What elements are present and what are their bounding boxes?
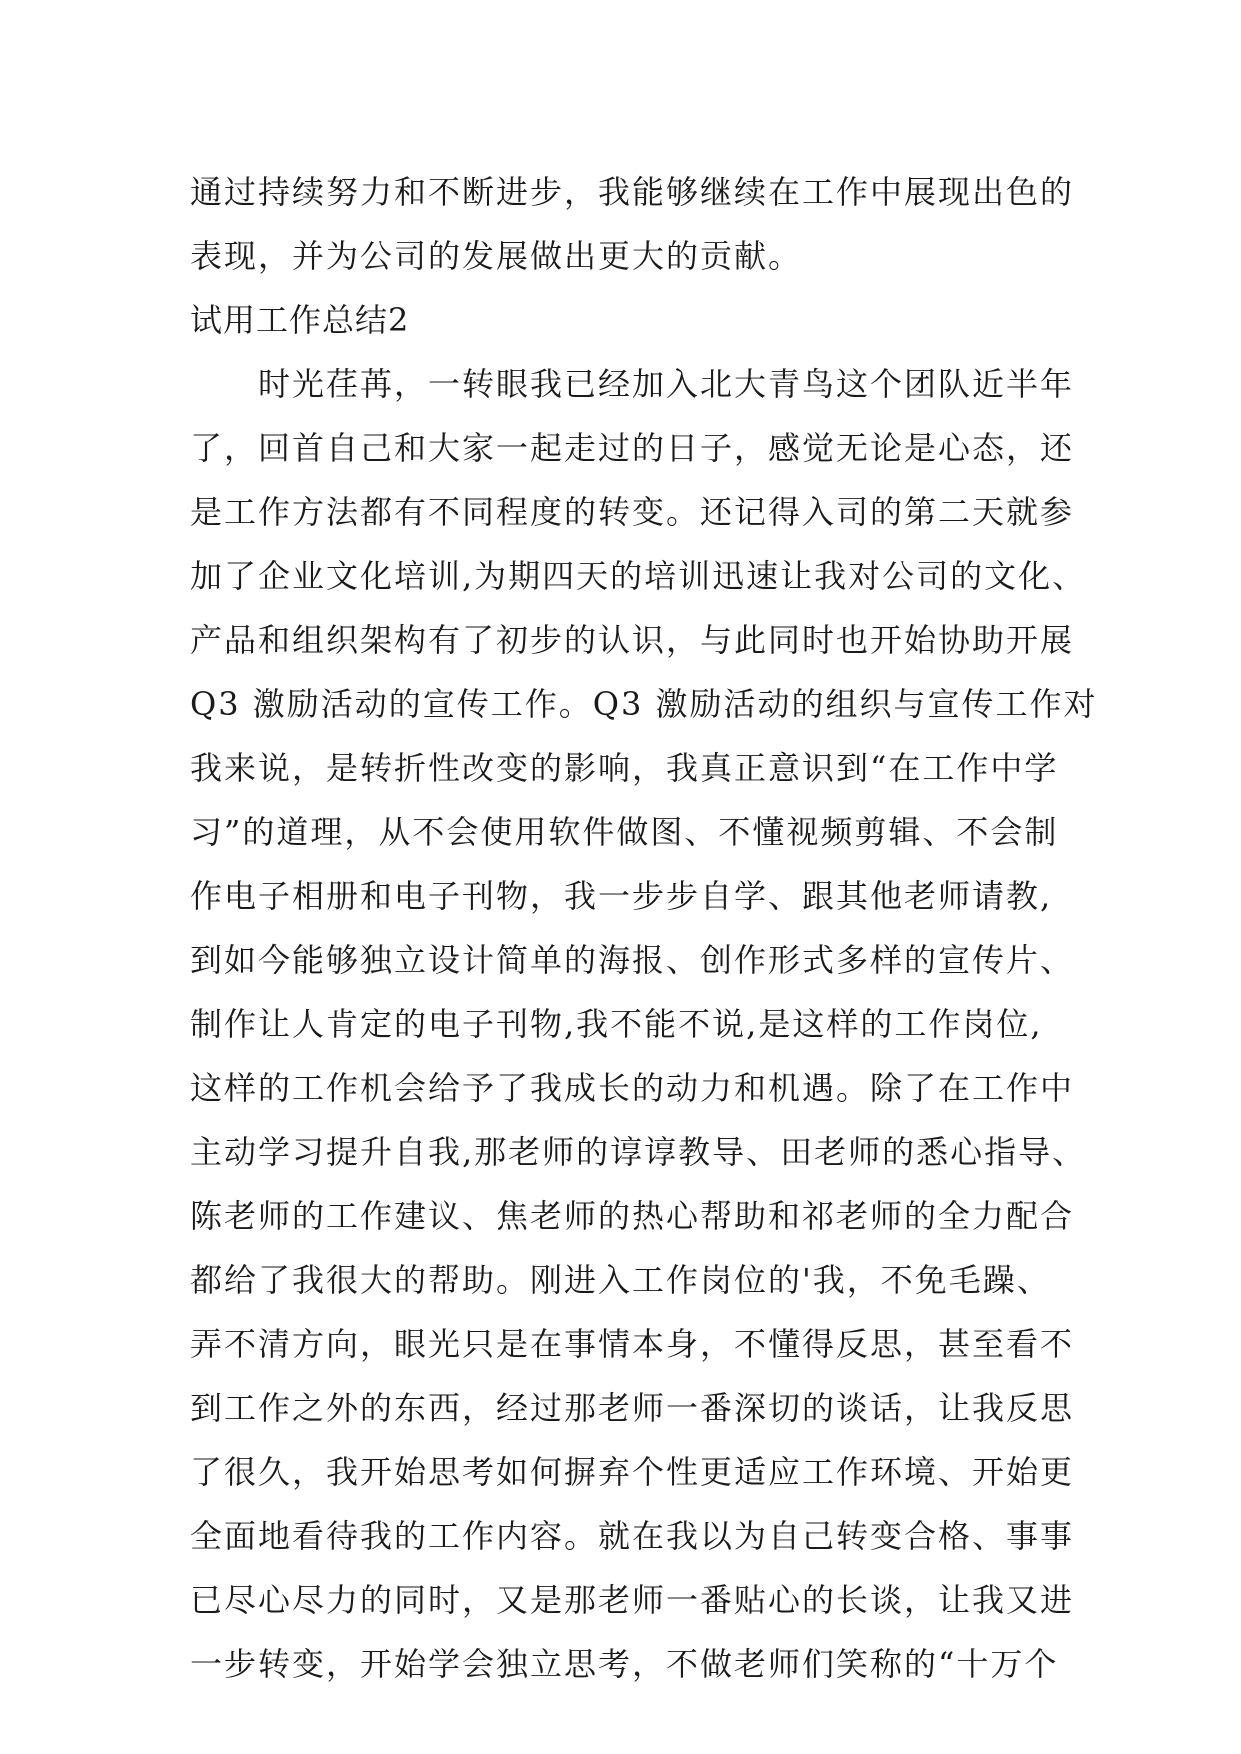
text-line: 到如今能够独立设计简单的海报、创作形式多样的宣传片、 — [190, 941, 1075, 979]
text-line: 表现，并为公司的发展做出更大的贡献。 — [190, 237, 803, 275]
text-line: 已尽心尽力的同时，又是那老师一番贴心的长谈，让我又进 — [190, 1581, 1075, 1619]
text-line: 时光荏苒，一转眼我已经加入北大青鸟这个团队近半年 — [190, 365, 1075, 403]
text-line: 制作让人肯定的电子刊物,我不能不说,是这样的工作岗位, — [190, 1005, 1043, 1043]
text-line: 弄不清方向，眼光只是在事情本身，不懂得反思，甚至看不 — [190, 1325, 1075, 1363]
text-line: 全面地看待我的工作内容。就在我以为自己转变合格、事事 — [190, 1517, 1075, 1555]
text-line: 产品和组织架构有了初步的认识，与此同时也开始协助开展 — [190, 621, 1075, 659]
text-line: Q3 激励活动的宣传工作。Q3 激励活动的组织与宣传工作对 — [190, 685, 1098, 723]
text-line: 了很久，我开始思考如何摒弃个性更适应工作环境、开始更 — [190, 1453, 1075, 1491]
text-line: 是工作方法都有不同程度的转变。还记得入司的第二天就参 — [190, 493, 1075, 531]
text-line: 通过持续努力和不断进步，我能够继续在工作中展现出色的 — [190, 173, 1075, 211]
text-line: 都给了我很大的帮助。刚进入工作岗位的'我，不免毛躁、 — [190, 1261, 1051, 1299]
document-page — [190, 160, 1098, 1696]
section-heading: 试用工作总结2 — [190, 301, 410, 339]
text-line: 习”的道理，从不会使用软件做图、不懂视频剪辑、不会制 — [190, 813, 1059, 851]
text-line: 加了企业文化培训,为期四天的培训迅速让我对公司的文化、 — [190, 557, 1087, 595]
text-line: 我来说，是转折性改变的影响，我真正意识到“在工作中学 — [190, 749, 1059, 787]
text-line: 主动学习提升自我,那老师的谆谆教导、田老师的悉心指导、 — [190, 1133, 1087, 1171]
text-line: 这样的工作机会给予了我成长的动力和机遇。除了在工作中 — [190, 1069, 1075, 1107]
text-line: 陈老师的工作建议、焦老师的热心帮助和祁老师的全力配合 — [190, 1197, 1075, 1235]
text-line: 作电子相册和电子刊物，我一步步自学、跟其他老师请教, — [190, 877, 1053, 915]
text-line: 了，回首自己和大家一起走过的日子，感觉无论是心态，还 — [190, 429, 1075, 467]
text-line: 一步转变，开始学会独立思考，不做老师们笑称的“十万个 — [190, 1645, 1059, 1683]
text-line: 到工作之外的东西，经过那老师一番深切的谈话，让我反思 — [190, 1389, 1075, 1427]
